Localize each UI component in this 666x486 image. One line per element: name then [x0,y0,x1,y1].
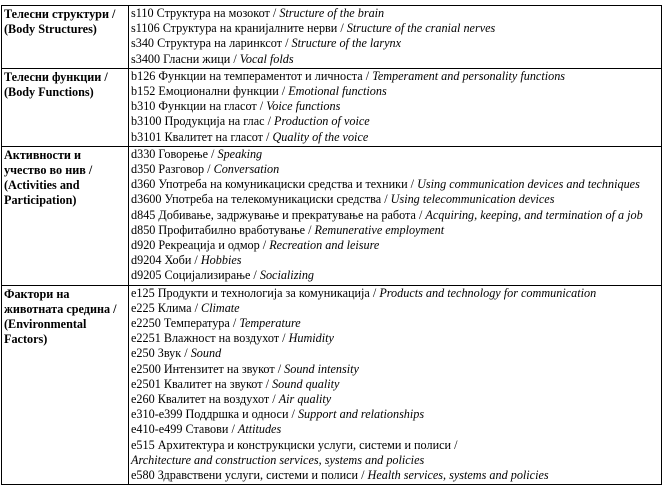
category-label-line: учество во нив / [4,163,93,178]
code-label-en: Health services, systems and policies [367,468,549,483]
table-row [2,68,662,146]
table-row [2,285,662,485]
table-body [2,6,662,485]
code-label-en: Remunerative employment [314,222,445,237]
code-label-mk: e2500 Интензитет на звукот [131,361,275,376]
code-label-mk: e260 Квалитет на воздухот [131,392,270,407]
table-row [2,6,662,69]
code-label-en: Structure of the larynx [291,36,402,51]
code-entry: d920 Рекреација и одмор / Recreation and leisure [131,238,380,253]
code-entry: e260 Квалитет на воздухот / Air quality [131,392,332,407]
code-entry: s110 Структура на мозокот / Structure of the brain [131,6,385,20]
code-label-en: Using telecommunication devices [390,192,555,207]
code-entry: s1106 Структура на кранијалните нерви / Structure of the cranial nerves [131,21,496,36]
code-entry: e515 Архитектура и конструкциски услуги, системи и полиси / [131,437,458,452]
code-label-en: Air quality [278,392,332,407]
code-entry: e310-e399 Поддршка и односи / Support and relationships [131,407,425,422]
code-label-mk: e225 Клима [131,300,192,315]
code-label-mk: s1106 Структура на кранијалните нерви [131,21,338,36]
code-label-mk: e125 Продукти и технологија за комуникација [131,285,370,300]
table-row [2,146,662,285]
code-label-mk: d360 Употреба на комуникациски средства и техники [131,177,408,192]
code-label-en: Sound intensity [284,361,359,376]
category-label-line: (Body Functions) [4,85,94,100]
code-label-mk: e2251 Влажност на воздухот [131,331,280,346]
code-label-mk: b3101 Квалитет на гласот [131,129,263,144]
code-entry: e410-e499 Ставови / Attitudes [131,422,282,437]
code-entry: e2501 Квалитет на звукот / Sound quality [131,376,340,391]
code-label-mk: e2250 Температура [131,316,230,331]
category-label-line: (Environmental [4,317,87,332]
icf-codes-table [1,5,662,485]
code-entry: b3100 Продукција на глас / Production of voice [131,114,370,129]
code-entry: e225 Клима / Climate [131,300,240,315]
code-entry: b310 Функции на гласот / Voice functions [131,99,341,114]
code-label-mk: d9205 Социјализирање [131,268,251,283]
category-cell [2,6,129,69]
category-label-line: (Activities and [4,178,80,193]
code-label-en: Conversation [213,162,280,177]
code-entry: d9204 Хоби / Hobbies [131,253,242,268]
code-label-mk: e410-e499 Ставови [131,422,229,437]
category-label-line: Телесни функции / [4,69,108,84]
code-label-en: Structure of the cranial nerves [346,21,496,36]
code-entry: s340 Структура на ларинксот / Structure of the larynx [131,36,402,51]
code-label-mk: e580 Здравствени услуги, системи и полиси [131,468,359,483]
code-label-en: Quality of the voice [272,129,369,144]
code-entry: d9205 Социјализирање / Socializing [131,268,315,283]
category-cell [2,285,129,485]
codes-cell [129,146,662,285]
category-cell [2,146,129,285]
code-label-en: Recreation and leisure [269,238,380,253]
code-label-en: Speaking [217,146,263,161]
code-label-en: Humidity [288,331,334,346]
code-label-en: Sound [190,346,222,361]
code-label-mk: s110 Структура на мозокот [131,6,270,20]
code-label-en: Architecture and construction services, systems and policies [131,452,425,467]
code-label-en: Temperament and personality functions [372,68,566,83]
code-label-mk: e310-e399 Поддршка и односи [131,407,289,422]
code-entry: e2500 Интензитет на звукот / Sound intensity [131,361,359,376]
code-entry-continuation [131,453,661,468]
code-label-mk: d9204 Хоби [131,253,192,268]
code-label-en: Hobbies [200,253,242,268]
code-label-mk: s3400 Гласни жици [131,51,231,66]
code-entry: e125 Продукти и технологија за комуникација / Products and technology for communication [131,285,597,300]
category-label-line: Factors) [4,332,48,347]
category-label-line: Participation) [4,193,77,208]
category-cell [2,68,129,146]
code-label-mk: d845 Добивање, задржување и прекратување на работа [131,207,416,222]
code-label-mk: d3600 Употреба на телекомуникациски средства [131,192,382,207]
code-label-mk: b126 Функции на темпераментот и личноста [131,68,363,83]
code-entry: e2250 Температура / Temperature [131,316,301,331]
code-label-mk: e250 Звук [131,346,182,361]
code-label-en: Vocal folds [239,51,294,66]
code-label-en: Production of voice [274,114,370,129]
code-label-mk: b310 Функции на гласот [131,99,257,114]
code-label-en: Voice functions [266,99,341,114]
code-entry: b3101 Квалитет на гласот / Quality of the voice [131,129,369,144]
code-label-en: Using communication devices and techniques [417,177,640,192]
category-label-line: (Body Structures) [4,22,97,37]
code-entry: d3600 Употреба на телекомуникациски средства / Using telecommunication devices [131,192,555,207]
code-entry: e580 Здравствени услуги, системи и полиси / Health services, systems and policies [131,468,549,483]
category-label-line: животната средина / [4,301,117,316]
code-label-mk: d920 Рекреација и одмор [131,238,260,253]
code-entry: e250 Звук / Sound [131,346,222,361]
codes-cell [129,68,662,146]
code-entry: d850 Профитабилно вработување / Remunerative employment [131,222,445,237]
code-label-mk: e515 Архитектура и конструкциски услуги, системи и полиси [131,437,452,452]
code-label-en: Socializing [259,268,315,283]
category-label-line: Телесни структури / [4,7,116,21]
codes-cell [129,285,662,485]
code-label-mk: b152 Емоционални функции [131,84,279,99]
code-entry: b152 Емоционални функции / Emotional functions [131,84,387,99]
code-entry: b126 Функции на темпераментот и личноста / Temperament and personality functions [131,68,566,83]
code-entry: e2251 Влажност на воздухот / Humidity [131,331,334,346]
code-label-mk: d330 Говорење [131,146,208,161]
code-entry: s3400 Гласни жици / Vocal folds [131,51,294,66]
code-entry: d845 Добивање, задржување и прекратување на работа / Acquiring, keeping, and termination of a job [131,207,643,222]
code-label-en: Temperature [239,316,301,331]
code-label-mk: d350 Разговор [131,162,205,177]
code-label-en: Support and relationships [297,407,425,422]
code-label-en: Climate [201,300,240,315]
code-label-en: Attitudes [237,422,282,437]
code-label-mk: s340 Структура на ларинксот [131,36,283,51]
code-label-en: Acquiring, keeping, and termination of a job [425,207,643,222]
code-label-mk: e2501 Квалитет на звукот [131,376,263,391]
category-label-line: Активности и [4,147,82,162]
code-label-mk: b3100 Продукција на глас [131,114,265,129]
code-label-mk: d850 Профитабилно вработување [131,222,306,237]
code-entry: d330 Говорење / Speaking [131,146,263,161]
code-label-en: Structure of the brain [279,6,385,20]
code-entry: d350 Разговор / Conversation [131,162,280,177]
codes-cell [129,6,662,69]
category-label-line: Фактори на [4,286,70,301]
code-entry: d360 Употреба на комуникациски средства и техники / Using communication devices and techniques [131,177,640,192]
code-label-en: Emotional functions [288,84,387,99]
code-label-en: Products and technology for communication [379,285,597,300]
code-label-en: Sound quality [272,376,340,391]
